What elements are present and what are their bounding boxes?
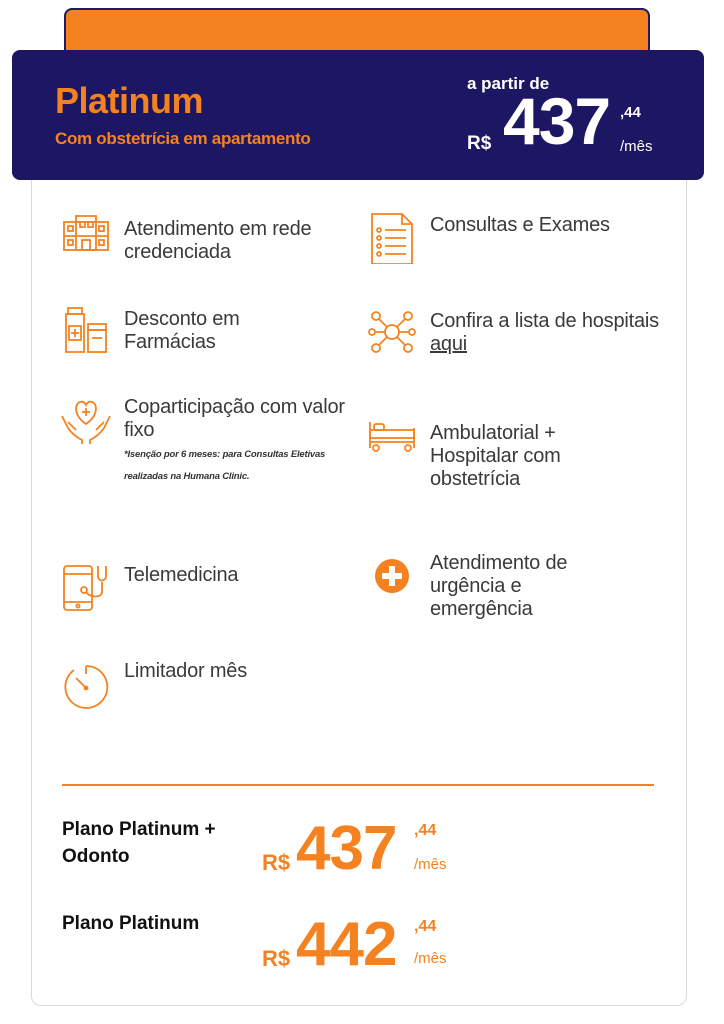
card-top-tab [64,8,650,56]
timer-icon [60,660,112,712]
option-price-cents: ,44 [414,918,437,935]
feature-text: Atendimento de urgência e emergência [430,552,568,620]
feature-consultas-exames [366,212,666,264]
feature-ambulatorial [366,408,666,491]
option-price-period: /mês [414,950,447,967]
header-price-cents: ,44 [620,104,641,121]
hospitais-aqui-link[interactable]: aqui [430,333,468,355]
hands-heart-icon [60,394,112,446]
feature-text: Consultas e Exames [430,214,610,236]
header-price-currency: R$ [467,133,492,154]
plan-name: Platinum [55,80,204,121]
option-price-main: 442 [296,910,397,979]
feature-text [430,310,666,356]
feature-text: Limitador mês [124,660,247,682]
plus-circle-icon [366,550,418,602]
feature-text: Telemedicina [124,564,239,586]
feature-text: Atendimento em rede credenciada [124,218,312,263]
option-price-currency: R$ [262,850,291,875]
building-icon [60,210,112,262]
feature-main-text: Coparticipação com valor fixo [124,396,345,441]
plan-subtitle: Com obstetrícia em apartamento [55,129,311,148]
feature-farmacias [60,304,330,356]
option-price-period: /mês [414,856,447,873]
option-price-main: 437 [296,814,397,883]
header-price-period: /mês [620,138,653,155]
section-divider [62,784,654,786]
phone-stethoscope-icon [60,562,112,614]
feature-hospitais [366,306,666,358]
feature-coparticipacao [60,394,360,488]
hospital-bed-icon [366,408,418,460]
price-from-label: a partir de [467,74,550,93]
feature-limitador [60,660,330,712]
document-list-icon [366,212,418,264]
feature-text [124,396,360,488]
header-price-main: 437 [503,84,611,158]
plan-header [12,50,704,180]
feature-text-before-link: Confira a lista de hospitais [430,310,659,332]
option-label: Plano Platinum + Odonto [62,819,216,867]
option-price-cents: ,44 [414,822,437,839]
feature-rede-credenciada [60,210,330,264]
option-price-currency: R$ [262,946,291,971]
feature-urgencia [366,550,666,621]
feature-text: Ambulatorial + Hospitalar com obstetrícia [430,422,561,490]
option-label: Plano Platinum [62,913,200,934]
network-icon [366,306,418,358]
feature-footnote: *Isenção por 6 meses: para Consultas Eletivas realizadas na Humana Clinic. [124,449,326,482]
feature-telemedicina [60,562,330,614]
feature-text: Desconto em Farmácias [124,308,240,353]
pharmacy-icon [60,304,112,356]
